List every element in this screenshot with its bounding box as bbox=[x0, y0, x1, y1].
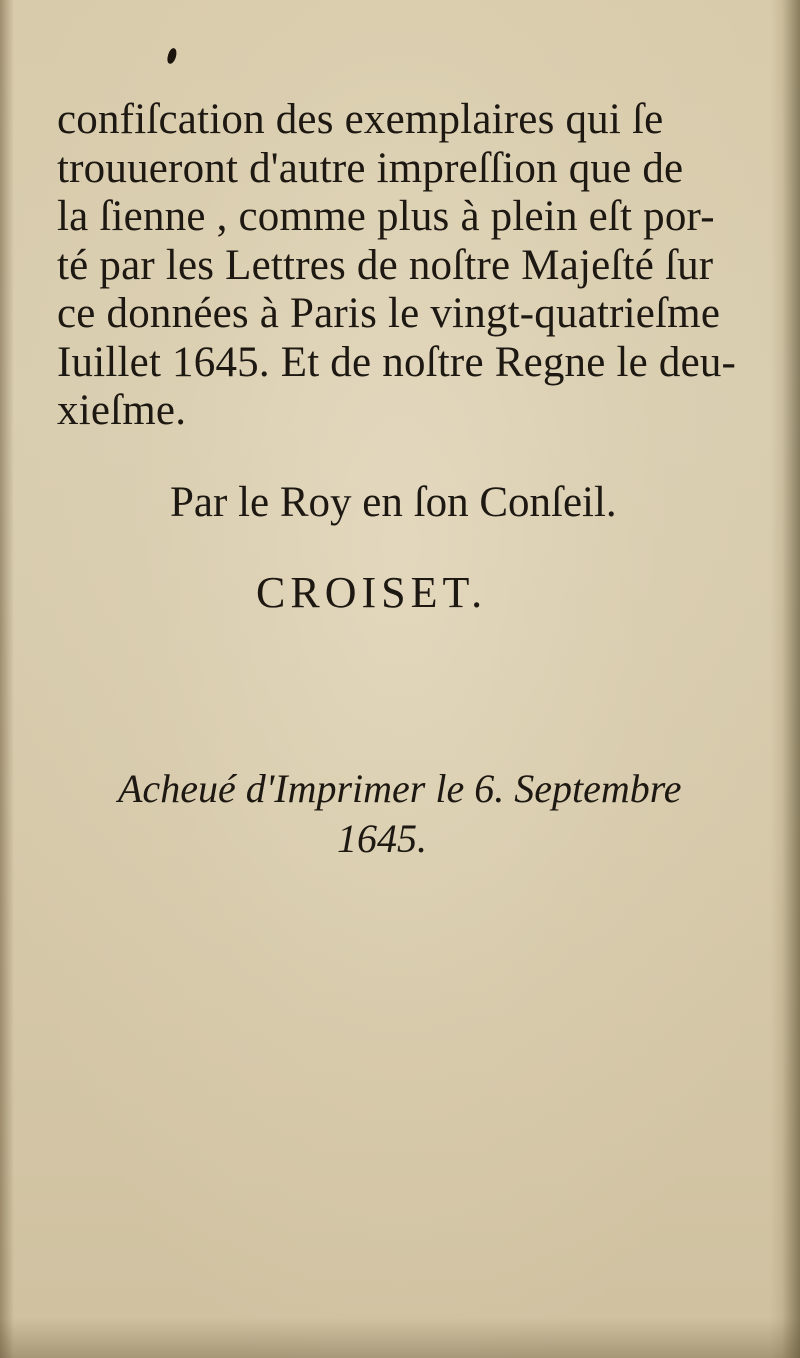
colophon-line: Acheué d'Imprimer le 6. Septembre bbox=[118, 766, 682, 811]
page-right-shadow bbox=[770, 0, 800, 1358]
ink-blot bbox=[166, 47, 179, 65]
text-line: la ſienne , comme plus à plein eſt por- bbox=[57, 193, 715, 240]
council-line: Par le Roy en ſon Conſeil. bbox=[170, 479, 617, 526]
text-line: confiſcation des exemplaires qui ſe bbox=[57, 96, 664, 143]
privilege-text bbox=[57, 96, 737, 436]
colophon-year: 1645. bbox=[337, 816, 427, 861]
text-line: Iuillet 1645. Et de noſtre Regne le deu- bbox=[57, 338, 737, 386]
text-line: té par les Lettres de noſtre Majeſté ſur bbox=[57, 241, 714, 289]
text-line: ce données à Paris le vingt-quatrieſme bbox=[57, 290, 721, 337]
page-left-shadow bbox=[0, 0, 14, 1358]
page-bottom-shadow bbox=[0, 1318, 800, 1358]
text-line: xieſme. bbox=[57, 387, 187, 434]
text-line: trouueront d'autre impreſſion que de bbox=[57, 144, 684, 192]
signature: CROISET. bbox=[256, 568, 488, 617]
